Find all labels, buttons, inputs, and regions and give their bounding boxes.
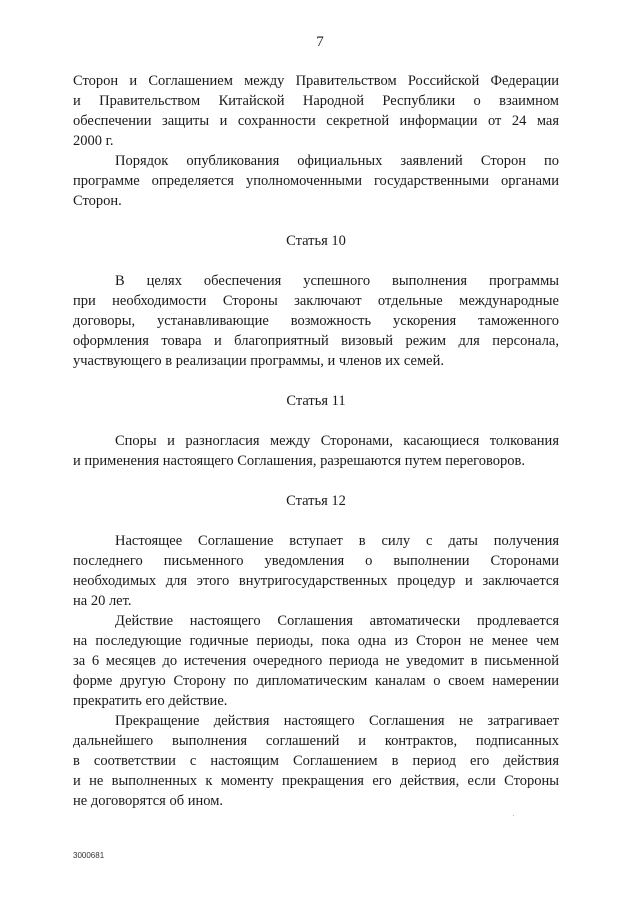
scan-speck xyxy=(513,815,514,816)
article-11-text xyxy=(73,431,559,471)
text-line: Сторон и Соглашением между Правительством Российской Федерации xyxy=(73,73,559,89)
footer-document-code: 3000681 xyxy=(73,851,105,860)
text-line: Действие настоящего Соглашения автоматически продлевается xyxy=(115,613,559,629)
text-line: и применения настоящего Соглашения, разрешаются путем переговоров. xyxy=(73,453,525,469)
text-line: не договорятся об ином. xyxy=(73,793,223,809)
paragraph-continuation xyxy=(73,71,559,151)
text-line: при необходимости Стороны заключают отдельные международные xyxy=(73,293,559,309)
text-line: Порядок опубликования официальных заявлений Сторон по xyxy=(115,153,559,169)
text-line: в соответствии с настоящим Соглашением в период его действия xyxy=(73,753,559,769)
text-line: прекратить его действие. xyxy=(73,693,228,709)
text-line: оформления товара и благоприятный визовый режим для персонала, xyxy=(73,333,559,349)
article-12-paragraph-2 xyxy=(73,611,559,711)
text-line: форме другую Сторону по дипломатическим каналам о своем намерении xyxy=(73,673,559,689)
text-line: Прекращение действия настоящего Соглашения не затрагивает xyxy=(115,713,559,729)
article-12-paragraph-3 xyxy=(73,711,559,811)
text-line: последнего письменного уведомления о выполнении Сторонами xyxy=(73,553,559,569)
text-line: Настоящее Соглашение вступает в силу с даты получения xyxy=(115,533,559,549)
text-line: Сторон. xyxy=(73,193,122,209)
text-line: договоры, устанавливающие возможность ускорения таможенного xyxy=(73,313,559,329)
text-line: программе определяется уполномоченными государственными органами xyxy=(73,173,559,189)
text-line: необходимых для этого внутригосударственных процедур и заключается xyxy=(73,573,559,589)
text-line: участвующего в реализации программы, и членов их семей. xyxy=(73,353,444,369)
article-10-heading: Статья 10 xyxy=(286,233,346,249)
article-12-paragraph-1 xyxy=(73,531,559,611)
text-line: обеспечении защиты и сохранности секретной информации от 24 мая xyxy=(73,113,559,129)
article-12-heading: Статья 12 xyxy=(286,493,346,509)
page-number: 7 xyxy=(316,34,324,50)
paragraph-publication xyxy=(73,151,559,211)
text-line: 2000 г. xyxy=(73,133,114,149)
text-line: В целях обеспечения успешного выполнения программы xyxy=(115,273,559,289)
text-line: на последующие годичные периоды, пока одна из Сторон не менее чем xyxy=(73,633,559,649)
text-line: и не выполненных к моменту прекращения его действия, если Стороны xyxy=(73,773,559,789)
article-11-heading: Статья 11 xyxy=(286,393,346,409)
document-body xyxy=(73,71,559,811)
text-line: Споры и разногласия между Сторонами, касающиеся толкования xyxy=(115,433,559,449)
text-line: за 6 месяцев до истечения очередного периода не уведомит в письменной xyxy=(73,653,559,669)
text-line: на 20 лет. xyxy=(73,593,132,609)
article-10-text xyxy=(73,271,559,371)
text-line: и Правительством Китайской Народной Республики о взаимном xyxy=(73,93,559,109)
text-line: дальнейшего выполнения соглашений и контрактов, подписанных xyxy=(73,733,559,749)
